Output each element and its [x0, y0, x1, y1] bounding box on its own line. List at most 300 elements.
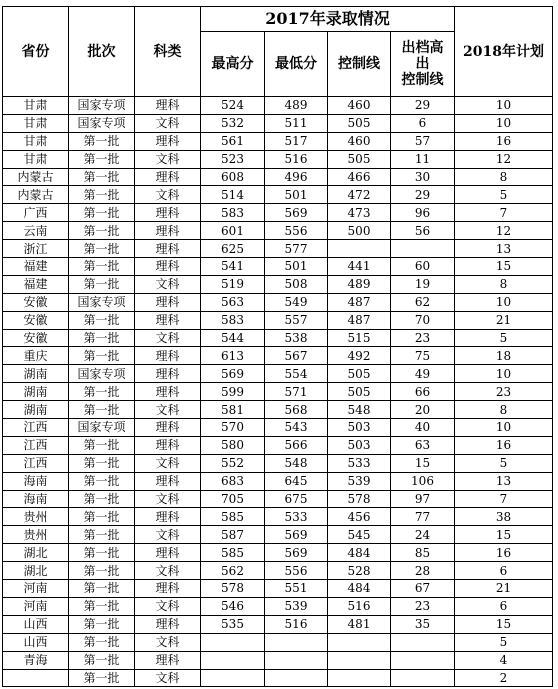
- cell-province: 福建: [3, 275, 69, 293]
- cell-province: 湖北: [3, 544, 69, 562]
- cell-above-control: 15: [391, 454, 455, 472]
- cell-control-line: 515: [328, 329, 391, 347]
- cell-subject: 文科: [135, 526, 201, 544]
- cell-subject: 理科: [135, 222, 201, 240]
- cell-max-score: 541: [201, 258, 265, 276]
- cell-subject: 理科: [135, 168, 201, 186]
- cell-plan-2018: 2: [455, 669, 553, 687]
- cell-province: 江西: [3, 436, 69, 454]
- cell-min-score: 501: [265, 258, 328, 276]
- cell-above-control: 23: [391, 329, 455, 347]
- cell-control-line: 484: [328, 544, 391, 562]
- cell-min-score: 675: [265, 490, 328, 508]
- cell-plan-2018: 13: [455, 472, 553, 490]
- cell-plan-2018: 21: [455, 311, 553, 329]
- cell-min-score: 548: [265, 454, 328, 472]
- cell-control-line: [328, 651, 391, 669]
- cell-max-score: 585: [201, 544, 265, 562]
- cell-max-score: 544: [201, 329, 265, 347]
- cell-control-line: 456: [328, 508, 391, 526]
- cell-batch: 第一批: [69, 329, 135, 347]
- cell-plan-2018: 10: [455, 365, 553, 383]
- cell-above-control: 96: [391, 204, 455, 222]
- cell-above-control: 19: [391, 275, 455, 293]
- cell-control-line: 473: [328, 204, 391, 222]
- cell-province: 江西: [3, 419, 69, 437]
- cell-plan-2018: 10: [455, 114, 553, 132]
- table-row: [3, 401, 553, 419]
- cell-subject: 理科: [135, 383, 201, 401]
- cell-max-score: 583: [201, 311, 265, 329]
- cell-plan-2018: 7: [455, 490, 553, 508]
- cell-subject: 理科: [135, 258, 201, 276]
- cell-province: 甘肃: [3, 132, 69, 150]
- cell-max-score: 535: [201, 615, 265, 633]
- cell-max-score: [201, 651, 265, 669]
- cell-control-line: 505: [328, 150, 391, 168]
- cell-min-score: 554: [265, 365, 328, 383]
- cell-min-score: 489: [265, 97, 328, 115]
- cell-min-score: 645: [265, 472, 328, 490]
- cell-batch: 第一批: [69, 275, 135, 293]
- cell-above-control: 40: [391, 419, 455, 437]
- cell-batch: 第一批: [69, 615, 135, 633]
- cell-province: [3, 669, 69, 687]
- cell-batch: 第一批: [69, 132, 135, 150]
- cell-plan-2018: 16: [455, 436, 553, 454]
- cell-above-control: 62: [391, 293, 455, 311]
- table-row: [3, 329, 553, 347]
- cell-above-control: 60: [391, 258, 455, 276]
- table-row: [3, 365, 553, 383]
- cell-above-control: 70: [391, 311, 455, 329]
- table-row: [3, 204, 553, 222]
- header-control-line: 控制线: [328, 32, 391, 97]
- cell-batch: 第一批: [69, 168, 135, 186]
- header-min-score: 最低分: [265, 32, 328, 97]
- cell-min-score: 496: [265, 168, 328, 186]
- cell-batch: 第一批: [69, 508, 135, 526]
- cell-above-control: 20: [391, 401, 455, 419]
- cell-max-score: 587: [201, 526, 265, 544]
- cell-subject: 文科: [135, 275, 201, 293]
- cell-max-score: 683: [201, 472, 265, 490]
- table-row: [3, 633, 553, 651]
- header-2017-group: 2017年录取情况: [201, 7, 455, 32]
- table-row: [3, 311, 553, 329]
- cell-plan-2018: 15: [455, 526, 553, 544]
- cell-plan-2018: 13: [455, 240, 553, 258]
- cell-max-score: 570: [201, 419, 265, 437]
- cell-plan-2018: 10: [455, 419, 553, 437]
- cell-above-control: 28: [391, 562, 455, 580]
- cell-plan-2018: 8: [455, 275, 553, 293]
- cell-batch: 第一批: [69, 258, 135, 276]
- cell-plan-2018: 10: [455, 293, 553, 311]
- cell-min-score: 539: [265, 597, 328, 615]
- cell-above-control: 75: [391, 347, 455, 365]
- cell-batch: 国家专项: [69, 365, 135, 383]
- cell-plan-2018: 18: [455, 347, 553, 365]
- cell-control-line: 492: [328, 347, 391, 365]
- cell-batch: 第一批: [69, 580, 135, 598]
- cell-control-line: 533: [328, 454, 391, 472]
- cell-max-score: 514: [201, 186, 265, 204]
- cell-above-control: 77: [391, 508, 455, 526]
- cell-subject: 文科: [135, 454, 201, 472]
- cell-min-score: 533: [265, 508, 328, 526]
- cell-min-score: [265, 651, 328, 669]
- cell-max-score: 625: [201, 240, 265, 258]
- table-row: [3, 258, 553, 276]
- cell-control-line: 466: [328, 168, 391, 186]
- cell-province: 湖南: [3, 401, 69, 419]
- table-row: [3, 669, 553, 687]
- cell-control-line: 500: [328, 222, 391, 240]
- cell-province: 福建: [3, 258, 69, 276]
- table-row: [3, 186, 553, 204]
- cell-subject: 文科: [135, 150, 201, 168]
- cell-max-score: 580: [201, 436, 265, 454]
- cell-batch: 第一批: [69, 311, 135, 329]
- cell-subject: 理科: [135, 347, 201, 365]
- cell-batch: 第一批: [69, 436, 135, 454]
- cell-plan-2018: 8: [455, 168, 553, 186]
- cell-subject: 理科: [135, 97, 201, 115]
- cell-max-score: [201, 633, 265, 651]
- cell-max-score: 583: [201, 204, 265, 222]
- cell-min-score: 538: [265, 329, 328, 347]
- cell-control-line: 489: [328, 275, 391, 293]
- cell-plan-2018: 5: [455, 329, 553, 347]
- header-above-line-2: 出: [415, 55, 430, 72]
- cell-plan-2018: 4: [455, 651, 553, 669]
- cell-province: 湖北: [3, 562, 69, 580]
- cell-province: 青海: [3, 651, 69, 669]
- cell-control-line: 484: [328, 580, 391, 598]
- cell-above-control: 56: [391, 222, 455, 240]
- cell-subject: 文科: [135, 401, 201, 419]
- header-subject: 科类: [135, 7, 201, 97]
- admission-table: [2, 6, 553, 687]
- cell-min-score: [265, 669, 328, 687]
- cell-plan-2018: 23: [455, 383, 553, 401]
- cell-province: 内蒙古: [3, 186, 69, 204]
- table-row: [3, 562, 553, 580]
- cell-max-score: 581: [201, 401, 265, 419]
- cell-batch: 国家专项: [69, 114, 135, 132]
- table-row: [3, 150, 553, 168]
- cell-batch: 第一批: [69, 544, 135, 562]
- cell-max-score: 608: [201, 168, 265, 186]
- cell-min-score: 549: [265, 293, 328, 311]
- cell-control-line: [328, 633, 391, 651]
- cell-province: 江西: [3, 454, 69, 472]
- cell-plan-2018: 5: [455, 454, 553, 472]
- cell-subject: 文科: [135, 114, 201, 132]
- cell-control-line: 545: [328, 526, 391, 544]
- cell-control-line: [328, 240, 391, 258]
- cell-subject: 文科: [135, 490, 201, 508]
- cell-plan-2018: 16: [455, 544, 553, 562]
- cell-subject: 理科: [135, 240, 201, 258]
- cell-control-line: 528: [328, 562, 391, 580]
- table-row: [3, 419, 553, 437]
- cell-above-control: 85: [391, 544, 455, 562]
- cell-max-score: 563: [201, 293, 265, 311]
- cell-above-control: [391, 669, 455, 687]
- cell-subject: 文科: [135, 633, 201, 651]
- cell-control-line: 481: [328, 615, 391, 633]
- cell-batch: 第一批: [69, 597, 135, 615]
- cell-province: 安徽: [3, 293, 69, 311]
- table-row: [3, 454, 553, 472]
- cell-above-control: 29: [391, 186, 455, 204]
- cell-min-score: 577: [265, 240, 328, 258]
- cell-above-control: [391, 651, 455, 669]
- cell-max-score: 613: [201, 347, 265, 365]
- cell-plan-2018: 15: [455, 615, 553, 633]
- table-body: [3, 97, 553, 687]
- cell-plan-2018: 5: [455, 633, 553, 651]
- cell-batch: 第一批: [69, 383, 135, 401]
- cell-batch: 国家专项: [69, 293, 135, 311]
- cell-province: 湖南: [3, 365, 69, 383]
- cell-batch: 第一批: [69, 186, 135, 204]
- table-row: [3, 508, 553, 526]
- cell-control-line: 516: [328, 597, 391, 615]
- cell-above-control: 24: [391, 526, 455, 544]
- cell-above-control: 106: [391, 472, 455, 490]
- table-row: [3, 472, 553, 490]
- header-batch: 批次: [69, 7, 135, 97]
- cell-subject: 理科: [135, 472, 201, 490]
- cell-control-line: 505: [328, 365, 391, 383]
- table-row: [3, 383, 553, 401]
- cell-province: 海南: [3, 472, 69, 490]
- header-above-line-1: 出档高: [401, 39, 444, 56]
- cell-batch: 第一批: [69, 150, 135, 168]
- cell-province: 贵州: [3, 508, 69, 526]
- cell-plan-2018: 38: [455, 508, 553, 526]
- table-row: [3, 436, 553, 454]
- table-row: [3, 168, 553, 186]
- cell-min-score: 551: [265, 580, 328, 598]
- cell-above-control: 57: [391, 132, 455, 150]
- cell-control-line: 487: [328, 293, 391, 311]
- cell-batch: 第一批: [69, 472, 135, 490]
- cell-control-line: 503: [328, 419, 391, 437]
- cell-min-score: 511: [265, 114, 328, 132]
- cell-control-line: 460: [328, 132, 391, 150]
- header-above-line-3: 控制线: [401, 72, 444, 89]
- cell-subject: 理科: [135, 544, 201, 562]
- table-row: [3, 526, 553, 544]
- cell-control-line: 487: [328, 311, 391, 329]
- cell-province: 甘肃: [3, 114, 69, 132]
- cell-above-control: 6: [391, 114, 455, 132]
- cell-above-control: [391, 240, 455, 258]
- table-row: [3, 347, 553, 365]
- table-row: [3, 97, 553, 115]
- cell-province: 安徽: [3, 311, 69, 329]
- cell-control-line: [328, 669, 391, 687]
- cell-max-score: [201, 669, 265, 687]
- cell-control-line: 548: [328, 401, 391, 419]
- cell-min-score: [265, 633, 328, 651]
- cell-batch: 第一批: [69, 633, 135, 651]
- cell-province: 贵州: [3, 526, 69, 544]
- cell-batch: 国家专项: [69, 97, 135, 115]
- cell-subject: 理科: [135, 436, 201, 454]
- cell-province: 河南: [3, 580, 69, 598]
- cell-above-control: 23: [391, 597, 455, 615]
- cell-batch: 第一批: [69, 222, 135, 240]
- cell-batch: 第一批: [69, 562, 135, 580]
- cell-subject: 理科: [135, 365, 201, 383]
- cell-max-score: 569: [201, 365, 265, 383]
- cell-subject: 文科: [135, 597, 201, 615]
- cell-max-score: 546: [201, 597, 265, 615]
- cell-plan-2018: 12: [455, 222, 553, 240]
- table-row: [3, 580, 553, 598]
- table-row: [3, 651, 553, 669]
- cell-province: 重庆: [3, 347, 69, 365]
- header-above-control: [391, 32, 455, 97]
- cell-control-line: 505: [328, 383, 391, 401]
- cell-subject: 文科: [135, 562, 201, 580]
- cell-subject: 理科: [135, 419, 201, 437]
- cell-control-line: 578: [328, 490, 391, 508]
- cell-min-score: 566: [265, 436, 328, 454]
- cell-min-score: 569: [265, 526, 328, 544]
- cell-batch: 第一批: [69, 651, 135, 669]
- header-max-score: 最高分: [201, 32, 265, 97]
- cell-min-score: 517: [265, 132, 328, 150]
- cell-min-score: 567: [265, 347, 328, 365]
- cell-min-score: 569: [265, 204, 328, 222]
- header-province: 省份: [3, 7, 69, 97]
- cell-province: 湖南: [3, 383, 69, 401]
- table-row: [3, 275, 553, 293]
- table-row: [3, 544, 553, 562]
- cell-province: 河南: [3, 597, 69, 615]
- cell-min-score: 501: [265, 186, 328, 204]
- cell-max-score: 599: [201, 383, 265, 401]
- cell-subject: 文科: [135, 669, 201, 687]
- cell-min-score: 571: [265, 383, 328, 401]
- cell-control-line: 505: [328, 114, 391, 132]
- cell-max-score: 578: [201, 580, 265, 598]
- table-row: [3, 132, 553, 150]
- cell-province: 甘肃: [3, 150, 69, 168]
- table-row: [3, 490, 553, 508]
- cell-above-control: 66: [391, 383, 455, 401]
- cell-batch: 第一批: [69, 490, 135, 508]
- cell-province: 安徽: [3, 329, 69, 347]
- table-row: [3, 615, 553, 633]
- cell-plan-2018: 12: [455, 150, 553, 168]
- cell-plan-2018: 6: [455, 597, 553, 615]
- cell-batch: 国家专项: [69, 419, 135, 437]
- cell-batch: 第一批: [69, 347, 135, 365]
- cell-control-line: 460: [328, 97, 391, 115]
- table-row: [3, 222, 553, 240]
- cell-subject: 理科: [135, 508, 201, 526]
- cell-above-control: 97: [391, 490, 455, 508]
- cell-max-score: 519: [201, 275, 265, 293]
- cell-province: 内蒙古: [3, 168, 69, 186]
- cell-above-control: [391, 633, 455, 651]
- cell-plan-2018: 16: [455, 132, 553, 150]
- cell-max-score: 705: [201, 490, 265, 508]
- cell-province: 山西: [3, 615, 69, 633]
- table-row: [3, 293, 553, 311]
- cell-min-score: 569: [265, 544, 328, 562]
- cell-above-control: 67: [391, 580, 455, 598]
- cell-subject: 理科: [135, 204, 201, 222]
- table-header: [3, 7, 553, 97]
- cell-max-score: 601: [201, 222, 265, 240]
- cell-province: 甘肃: [3, 97, 69, 115]
- cell-batch: 第一批: [69, 669, 135, 687]
- cell-min-score: 557: [265, 311, 328, 329]
- cell-subject: 理科: [135, 651, 201, 669]
- cell-above-control: 35: [391, 615, 455, 633]
- table-row: [3, 597, 553, 615]
- cell-control-line: 539: [328, 472, 391, 490]
- cell-subject: 理科: [135, 311, 201, 329]
- cell-province: 山西: [3, 633, 69, 651]
- cell-subject: 理科: [135, 580, 201, 598]
- cell-max-score: 561: [201, 132, 265, 150]
- cell-max-score: 552: [201, 454, 265, 472]
- cell-province: 浙江: [3, 240, 69, 258]
- table-row: [3, 240, 553, 258]
- table-row: [3, 114, 553, 132]
- cell-min-score: 568: [265, 401, 328, 419]
- cell-max-score: 523: [201, 150, 265, 168]
- cell-batch: 第一批: [69, 240, 135, 258]
- cell-batch: 第一批: [69, 526, 135, 544]
- cell-above-control: 63: [391, 436, 455, 454]
- cell-plan-2018: 6: [455, 562, 553, 580]
- cell-batch: 第一批: [69, 454, 135, 472]
- cell-batch: 第一批: [69, 401, 135, 419]
- cell-province: 广西: [3, 204, 69, 222]
- cell-subject: 文科: [135, 329, 201, 347]
- cell-max-score: 524: [201, 97, 265, 115]
- cell-batch: 第一批: [69, 204, 135, 222]
- cell-min-score: 556: [265, 222, 328, 240]
- cell-subject: 理科: [135, 132, 201, 150]
- cell-above-control: 11: [391, 150, 455, 168]
- cell-subject: 文科: [135, 186, 201, 204]
- cell-plan-2018: 15: [455, 258, 553, 276]
- cell-subject: 理科: [135, 615, 201, 633]
- cell-above-control: 30: [391, 168, 455, 186]
- cell-control-line: 441: [328, 258, 391, 276]
- cell-control-line: 503: [328, 436, 391, 454]
- cell-max-score: 562: [201, 562, 265, 580]
- cell-min-score: 516: [265, 150, 328, 168]
- cell-subject: 理科: [135, 293, 201, 311]
- header-plan-2018: 2018年计划: [455, 7, 553, 97]
- cell-province: 海南: [3, 490, 69, 508]
- cell-plan-2018: 8: [455, 401, 553, 419]
- cell-above-control: 29: [391, 97, 455, 115]
- cell-min-score: 543: [265, 419, 328, 437]
